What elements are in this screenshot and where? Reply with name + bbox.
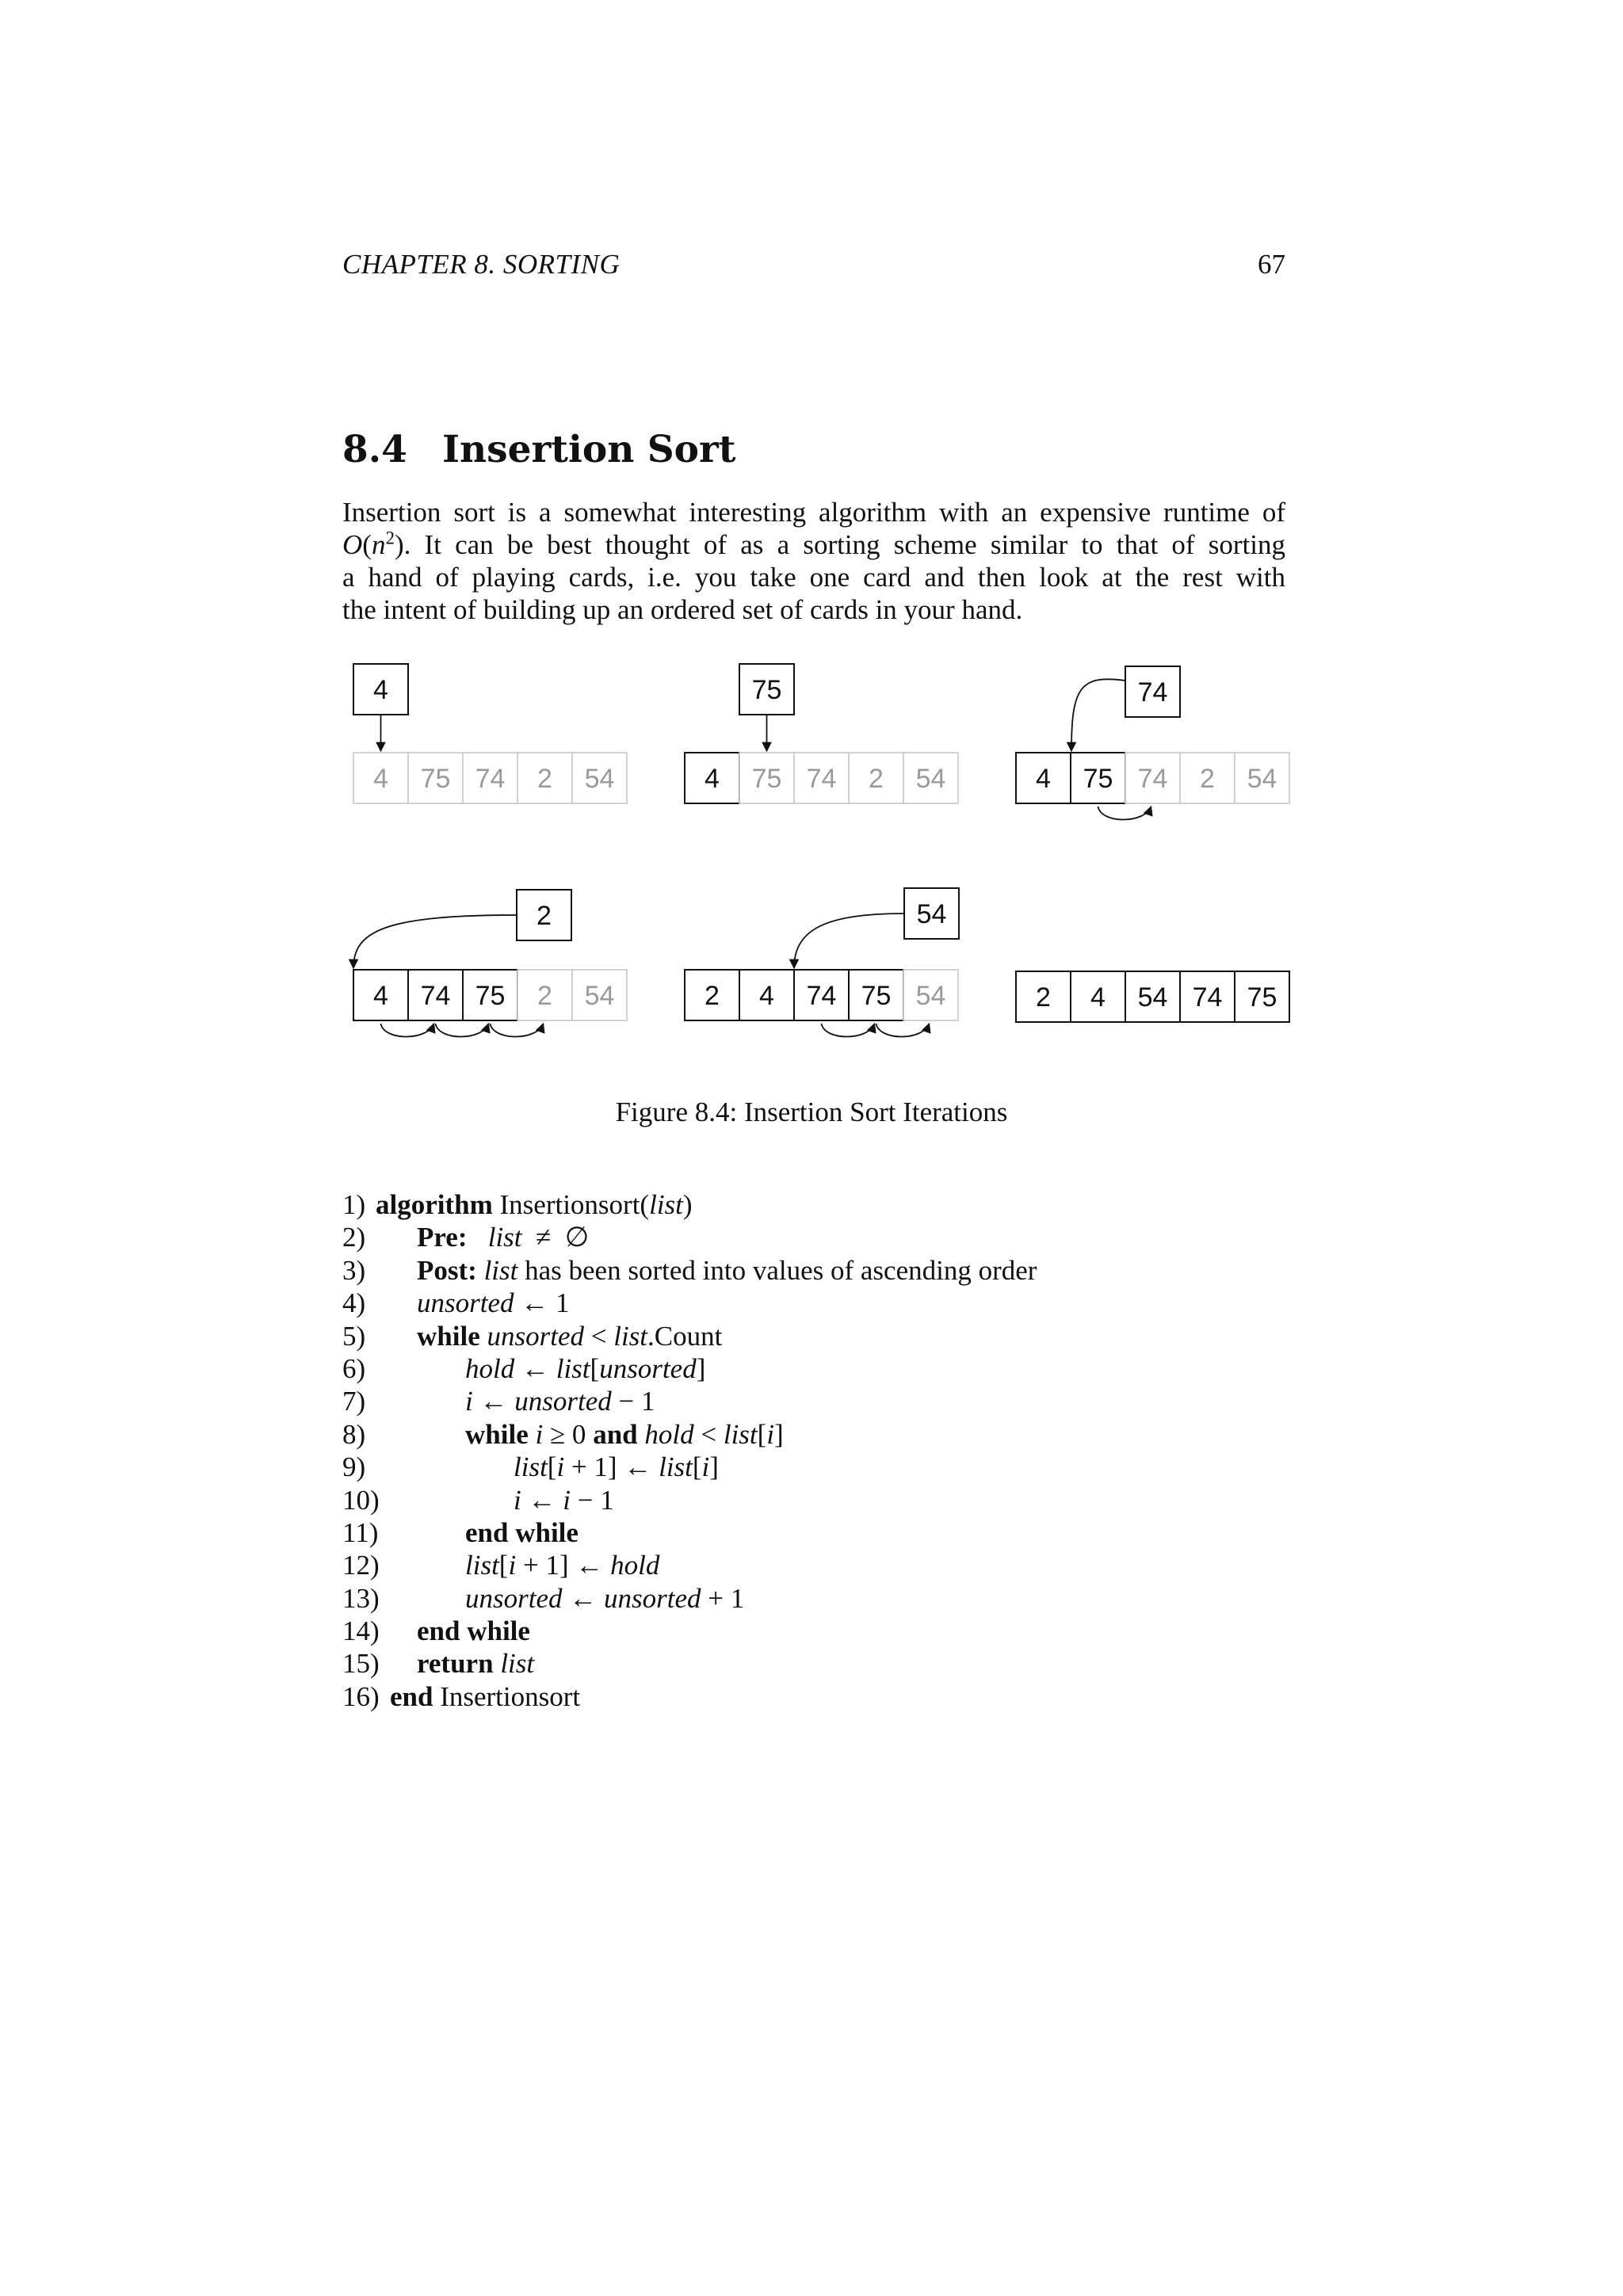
chapter-heading: CHAPTER 8. SORTING <box>342 249 621 280</box>
line-number: 16) <box>342 1680 380 1712</box>
line-code <box>465 1549 659 1581</box>
cell-value: 2 <box>869 764 884 794</box>
cell-value: 74 <box>475 764 506 794</box>
line-code <box>417 1254 1037 1287</box>
shift-arrow <box>1098 807 1151 820</box>
code-text: has been sorted into values of ascending order <box>517 1254 1037 1286</box>
cell-value: 54 <box>584 981 615 1011</box>
variable: i <box>535 1418 544 1450</box>
keyword: Pre: <box>417 1222 468 1253</box>
keyword: end while <box>417 1615 530 1647</box>
cell-value: 54 <box>1137 982 1168 1013</box>
line-number: 12) <box>342 1550 380 1581</box>
line-number: 4) <box>342 1287 366 1319</box>
keyword: and <box>593 1418 638 1450</box>
shift-arrow <box>436 1024 489 1037</box>
code-text <box>494 1648 501 1679</box>
code-text: ≠ ∅ <box>521 1222 590 1253</box>
line-code <box>417 1221 589 1253</box>
variable: hold <box>610 1550 660 1581</box>
line-code <box>417 1615 530 1647</box>
code-text: ) <box>682 1189 693 1220</box>
shift-arrow <box>381 1024 434 1037</box>
cell-value: 2 <box>537 764 552 794</box>
variable: list <box>500 1648 535 1680</box>
variable: i <box>508 1550 517 1581</box>
code-text <box>477 1255 484 1286</box>
iteration-panel-3 <box>1016 666 1289 820</box>
line-number: 2) <box>342 1222 366 1253</box>
variable: unsorted <box>604 1582 701 1614</box>
intro-line-1: Insertion sort is a somewhat interesting algorithm with an expensive runtime of <box>342 497 1285 528</box>
shift-arrow <box>822 1024 875 1037</box>
code-text: < <box>583 1320 614 1352</box>
cell-value: 4 <box>1036 764 1051 794</box>
variable: list <box>514 1451 548 1483</box>
variable: list <box>613 1320 648 1352</box>
line-number: 1) <box>342 1189 366 1220</box>
line-code <box>390 1680 580 1713</box>
cell-value: 4 <box>1090 982 1106 1013</box>
variable: list <box>659 1451 693 1483</box>
variable: unsorted <box>599 1352 697 1384</box>
code-text: ≥ 0 <box>543 1418 594 1450</box>
figure-caption: Figure 8.4: Insertion Sort Iterations <box>615 1097 1008 1127</box>
code-text: [ <box>692 1451 702 1483</box>
code-text: < <box>693 1418 724 1450</box>
variable: unsorted <box>417 1287 514 1319</box>
shift-arrow <box>491 1024 544 1037</box>
code-text: [ <box>547 1451 557 1483</box>
code-text: ← <box>472 1386 515 1417</box>
line-code <box>465 1352 705 1385</box>
iteration-panel-2 <box>685 664 958 803</box>
intro-paren: ( <box>362 529 372 560</box>
code-text: ] <box>696 1352 706 1384</box>
keyword: return <box>417 1648 494 1680</box>
iteration-panel-5 <box>685 888 959 1037</box>
held-card-value: 74 <box>1137 677 1168 707</box>
variable: i <box>514 1484 521 1516</box>
held-card-value: 54 <box>916 899 947 929</box>
code-text: + 1 <box>701 1582 745 1614</box>
code-text: ← <box>521 1484 563 1516</box>
variable: list <box>723 1418 758 1450</box>
code-text: ] <box>709 1451 719 1483</box>
cell-value: 74 <box>806 981 837 1011</box>
cell-value: 2 <box>537 981 552 1011</box>
line-code <box>514 1451 719 1483</box>
held-card-value: 2 <box>537 901 552 931</box>
cell-value: 75 <box>420 764 451 794</box>
cell-value: 4 <box>373 764 388 794</box>
variable: i <box>465 1386 473 1417</box>
cell-value: 2 <box>705 981 720 1011</box>
cell-value: 54 <box>1247 764 1277 794</box>
line-code <box>514 1484 614 1516</box>
line-number: 10) <box>342 1484 380 1516</box>
section-number: 8.4 <box>342 428 407 471</box>
cell-value: 54 <box>915 981 946 1011</box>
line-number: 11) <box>342 1516 379 1548</box>
line-code <box>465 1582 744 1615</box>
variable: i <box>766 1418 775 1450</box>
line-number: 15) <box>342 1648 380 1680</box>
cell-value: 75 <box>475 981 506 1011</box>
line-number: 5) <box>342 1320 366 1352</box>
intro-line-2-rest: ). It can be best thought of as a sorting scheme similar to that of sorting <box>394 529 1285 560</box>
line-number: 9) <box>342 1451 366 1483</box>
variable: list <box>465 1550 499 1581</box>
keyword: end <box>390 1680 433 1712</box>
code-text: [ <box>498 1550 509 1581</box>
code-text: − 1 <box>611 1386 655 1417</box>
line-code <box>376 1188 693 1221</box>
cell-value: 74 <box>806 764 837 794</box>
big-o: O <box>342 529 363 560</box>
line-number: 3) <box>342 1254 366 1286</box>
variable: list <box>649 1189 683 1220</box>
cell-value: 2 <box>1200 764 1215 794</box>
code-text: .Count <box>647 1320 723 1352</box>
code-text: ← 1 <box>514 1287 570 1319</box>
cell-value: 75 <box>1247 982 1277 1013</box>
line-number: 6) <box>342 1352 366 1384</box>
cell-value: 2 <box>1036 982 1051 1013</box>
shift-arrow <box>876 1024 930 1037</box>
variable: hold <box>644 1418 694 1450</box>
line-number: 13) <box>342 1582 380 1614</box>
held-card-value: 4 <box>373 675 388 705</box>
variable: unsorted <box>465 1582 563 1614</box>
variable: unsorted <box>514 1386 612 1417</box>
keyword: Post: <box>417 1254 477 1286</box>
held-card-value: 75 <box>751 675 782 705</box>
code-text: ] <box>774 1418 784 1450</box>
keyword: algorithm <box>376 1189 493 1220</box>
variable: i <box>701 1451 710 1483</box>
keyword: end while <box>465 1516 579 1548</box>
code-text: − 1 <box>570 1484 614 1516</box>
variable: i <box>563 1484 571 1516</box>
code-text <box>467 1222 487 1253</box>
variable: unsorted <box>487 1320 584 1352</box>
line-code <box>417 1320 722 1352</box>
code-text: + 1] ← <box>564 1451 659 1483</box>
code-text: Insertionsort( <box>492 1189 650 1220</box>
variable: i <box>556 1451 565 1483</box>
iteration-panel-6 <box>1016 971 1289 1022</box>
intro-line-4: the intent of building up an ordered set of cards in your hand. <box>342 594 1023 625</box>
code-text: + 1] ← <box>516 1550 611 1581</box>
insert-arrow <box>794 913 904 968</box>
cell-value: 75 <box>861 981 892 1011</box>
line-number: 8) <box>342 1418 366 1450</box>
variable: list <box>556 1352 590 1384</box>
variable: list <box>483 1254 518 1286</box>
iteration-panel-1 <box>353 664 627 803</box>
code-text: ← <box>562 1582 604 1614</box>
variable: list <box>487 1222 522 1253</box>
cell-value: 54 <box>584 764 615 794</box>
code-text: [ <box>590 1352 600 1384</box>
n-var: n <box>371 529 386 560</box>
line-number: 14) <box>342 1615 380 1647</box>
cell-value: 74 <box>420 981 451 1011</box>
line-code <box>465 1516 579 1549</box>
cell-value: 4 <box>373 981 388 1011</box>
code-text: [ <box>757 1418 767 1450</box>
page-number: 67 <box>1258 249 1285 280</box>
cell-value: 74 <box>1192 982 1223 1013</box>
line-code <box>417 1647 534 1680</box>
cell-value: 75 <box>751 764 782 794</box>
cell-value: 54 <box>915 764 946 794</box>
exponent: 2 <box>385 528 395 548</box>
code-text: ← <box>514 1352 556 1384</box>
intro-line-3: a hand of playing cards, i.e. you take one card and then look at the rest with <box>342 562 1285 593</box>
keyword: while <box>465 1418 529 1450</box>
section-title-text: Insertion Sort <box>442 428 736 471</box>
insert-arrow <box>353 915 517 968</box>
line-code <box>465 1385 655 1417</box>
code-text: Insertionsort <box>433 1680 581 1712</box>
line-number: 7) <box>342 1386 366 1417</box>
cell-value: 4 <box>759 981 774 1011</box>
insert-arrow <box>1071 679 1125 751</box>
cell-value: 4 <box>705 764 720 794</box>
iteration-panel-4 <box>353 890 627 1037</box>
line-code <box>417 1287 570 1319</box>
keyword: while <box>417 1320 480 1352</box>
cell-value: 75 <box>1083 764 1113 794</box>
variable: hold <box>465 1352 515 1384</box>
line-code <box>465 1418 784 1451</box>
cell-value: 74 <box>1137 764 1168 794</box>
